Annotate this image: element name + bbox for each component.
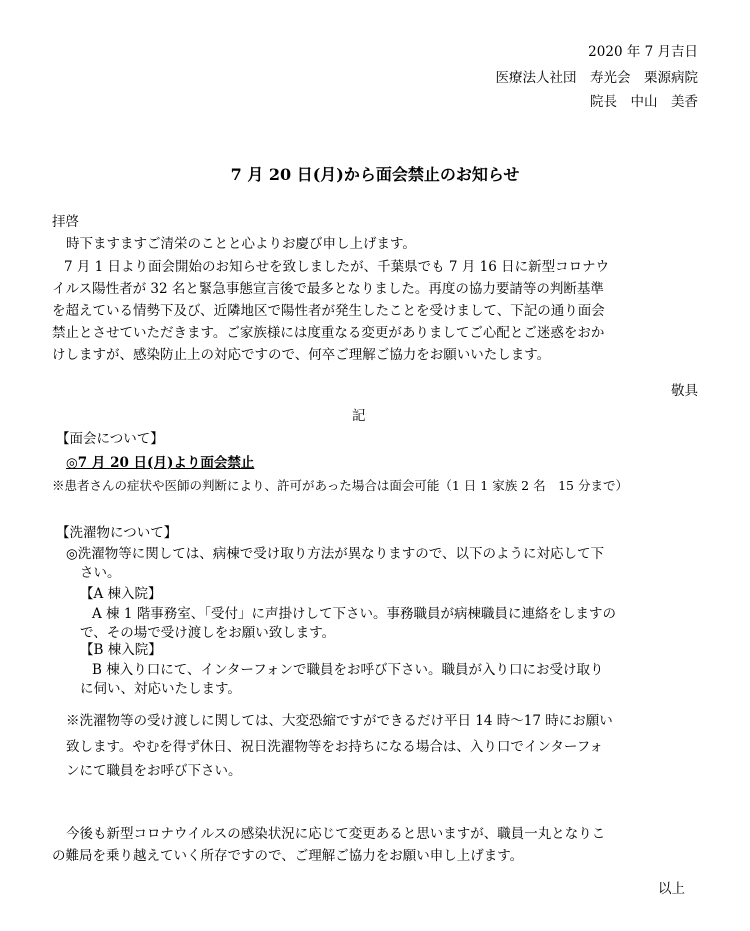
ward-a-heading: 【A 棟入院】	[80, 586, 162, 602]
ward-b-text-cont: に伺い、対応いたします。	[80, 681, 241, 697]
laundry-time-note-cont: 致します。やむを得ず休日、祝日洗濯物等をお持ちになる場合は、入り口でインターフォ	[66, 739, 604, 755]
director-name: 院長 中山 美香	[590, 94, 698, 110]
ki-marker: 記	[352, 408, 366, 424]
laundry-time-note-end: ンにて職員をお呼び下さい。	[66, 763, 242, 779]
final-paragraph-cont: の難局を乗り越えていく所存ですので、ご理解ご協力をお願い申し上げます。	[52, 848, 524, 864]
body-line: 7 月 1 日より面会開始のお知らせを致しましたが、千葉県でも 7 月 16 日に新型コロナウ	[64, 259, 610, 275]
document-date: 2020 年 7 月吉日	[588, 44, 698, 60]
final-paragraph: 今後も新型コロナウイルスの感染状況に応じて変更あると思いますが、職員一丸となりこ	[66, 826, 606, 842]
laundry-intro: ◎洗濯物等に関しては、病棟で受け取り方法が異なりますので、以下のように対応して下	[66, 546, 605, 562]
laundry-time-note: ※洗濯物等の受け渡しに関しては、大変恐縮ですができるだけ平日 14 時～17 時にお願い	[66, 713, 613, 729]
greeting: 時下ますますご清栄のことと心よりお慶び申し上げます。	[66, 236, 416, 252]
page-title: 7 月 20 日(月)から面会禁止のお知らせ	[230, 165, 520, 184]
laundry-heading: 【洗濯物について】	[56, 525, 178, 541]
closing-ijou: 以上	[658, 881, 685, 897]
body-line: けしますが、感染防止上の対応ですので、何卒ご理解ご協力をお願いいたします。	[52, 347, 551, 363]
ward-b-heading: 【B 棟入院】	[80, 642, 162, 658]
visiting-ban-notice: ◎7 月 20 日(月)より面会禁止	[66, 455, 255, 471]
ward-a-text-cont: で、その場で受け渡しをお願い致します。	[80, 625, 336, 641]
body-line: 禁止とさせていただきます。ご家族様には度重なる変更がありましてご心配とご迷惑をおか	[52, 325, 605, 341]
organization-name: 医療法人社団 寿光会 栗源病院	[495, 70, 698, 86]
visiting-exception-note: ※患者さんの症状や医師の判断により、許可があった場合は面会可能（1 日 1 家族 2 名 15 分まで）	[52, 478, 628, 493]
body-line: を超えている情勢下及び、近隣地区で陽性者が発生したことを受けまして、下記の通り面会	[52, 303, 605, 319]
visiting-heading: 【面会について】	[56, 431, 164, 447]
body-line: イルス陽性者が 32 名と緊急事態宣言後で最多となりました。再度の協力要請等の判断基準	[52, 281, 604, 297]
ward-b-text: B 棟入り口にて、インターフォンで職員をお呼び下さい。職員が入り口にお受け取り	[92, 662, 604, 678]
body-paragraph	[52, 256, 702, 366]
salutation: 拝啓	[52, 214, 79, 230]
ward-a-text: A 棟 1 階事務室、「受付」に声掛けして下さい。事務職員が病棟職員に連絡をしますの	[92, 606, 616, 622]
closing-keigu: 敬具	[671, 383, 698, 399]
laundry-intro-cont: さい。	[80, 565, 121, 581]
